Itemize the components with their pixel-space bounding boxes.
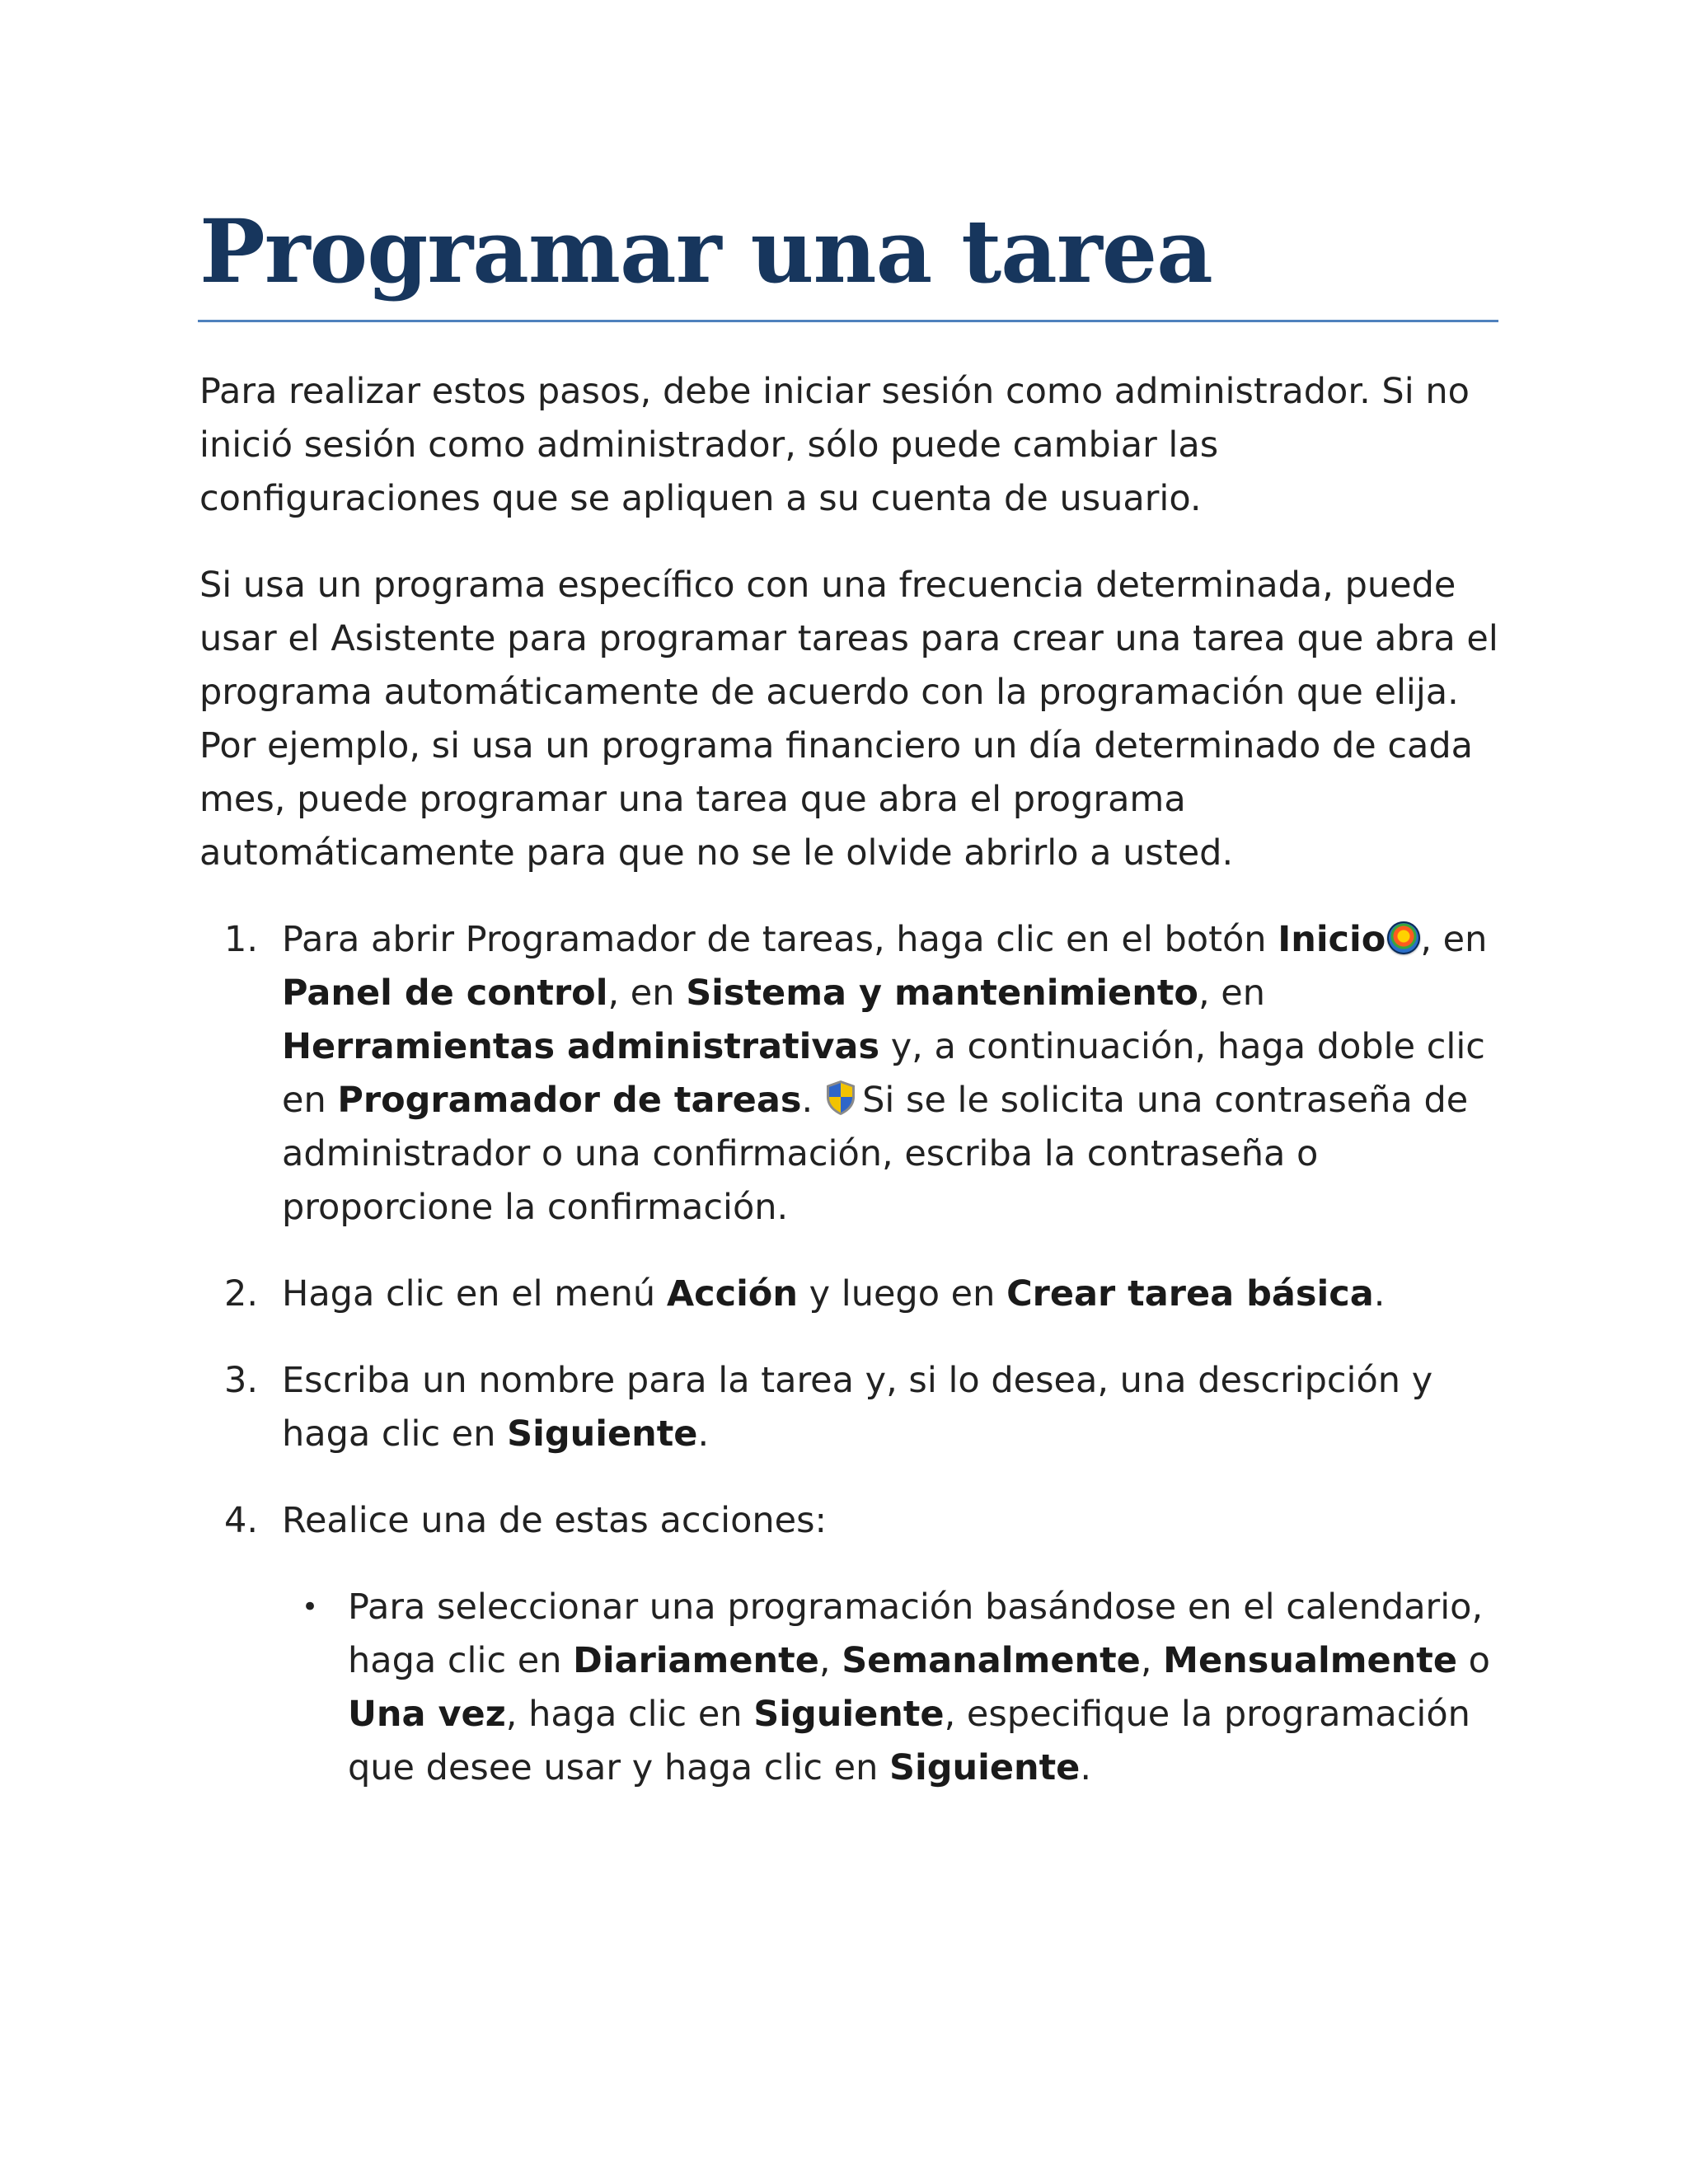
step-3 xyxy=(199,1354,1500,1461)
bold-term-siguiente: Siguiente xyxy=(889,1747,1081,1788)
bullet-text: , xyxy=(818,1640,842,1681)
step-text: Realice una de estas acciones: xyxy=(282,1500,827,1541)
bold-term-programador-de-tareas: Programador de tareas xyxy=(337,1080,802,1121)
bullet-text: , especifique la programación que desee usar y haga clic en xyxy=(348,1694,1470,1788)
step-text: . xyxy=(1373,1273,1386,1315)
intro-paragraph-1: Para realizar estos pasos, debe iniciar sesión como administrador. Si no inició sesión como administrador, sólo puede cambiar las configuraciones que se apliquen a su cuenta de usuario. xyxy=(199,371,1470,519)
list-item xyxy=(282,1581,1500,1795)
page-title: Programar una tarea xyxy=(199,199,1212,302)
document-content xyxy=(199,198,1500,1828)
windows-start-orb-icon xyxy=(1387,921,1420,954)
step-4 xyxy=(199,1494,1500,1795)
bullet-text: , xyxy=(1140,1640,1164,1681)
bullet-icon: • xyxy=(302,1591,319,1624)
bold-term-crear-tarea-basica: Crear tarea básica xyxy=(1006,1273,1374,1315)
step-text: y luego en xyxy=(797,1273,1007,1315)
bullet-text: , haga clic en xyxy=(505,1694,754,1735)
step-number: 1. xyxy=(224,919,259,960)
intro-paragraph-2: Si usa un programa específico con una frecuencia determinada, puede usar el Asistente para programar tareas para crear una tarea que abra el programa automáticamente de acuerdo con la programación que elija. Por ejemplo, si usa un programa financiero un día determinado de cada mes, puede programar una tarea que abra el programa automáticamente para que no se le olvide abrirlo a usted. xyxy=(199,565,1498,874)
bold-term-sistema-y-mantenimiento: Sistema y mantenimiento xyxy=(686,972,1198,1014)
step-text: , en xyxy=(1420,919,1488,960)
step-number: 4. xyxy=(224,1500,259,1541)
steps-list xyxy=(199,913,1500,1795)
step-text: Haga clic en el menú xyxy=(282,1273,667,1315)
bold-term-diariamente: Diariamente xyxy=(573,1640,819,1681)
bullet-text: o xyxy=(1457,1640,1490,1681)
bullet-text: . xyxy=(1080,1747,1092,1788)
step-2 xyxy=(199,1268,1500,1321)
step-1 xyxy=(199,913,1500,1235)
step-number: 3. xyxy=(224,1360,259,1401)
bold-term-una-vez: Una vez xyxy=(348,1694,506,1735)
bold-term-siguiente: Siguiente xyxy=(753,1694,945,1735)
step-text: , en xyxy=(607,972,687,1014)
bullet-text: Para seleccionar una programación basándose en el calendario, haga clic en xyxy=(348,1586,1484,1681)
bold-term-accion: Acción xyxy=(666,1273,798,1315)
bold-term-siguiente: Siguiente xyxy=(507,1413,698,1455)
step-text: y, a continuación, haga doble clic en xyxy=(282,1026,1485,1121)
step-number: 2. xyxy=(224,1273,259,1315)
uac-shield-icon xyxy=(824,1079,857,1117)
bold-term-herramientas-administrativas: Herramientas administrativas xyxy=(282,1026,880,1067)
bold-term-inicio: Inicio xyxy=(1278,919,1386,960)
step-text: Escriba un nombre para la tarea y, si lo desea, una descripción y haga clic en xyxy=(282,1360,1433,1455)
bold-term-panel-de-control: Panel de control xyxy=(282,972,608,1014)
step-text: . xyxy=(697,1413,710,1455)
bold-term-semanalmente: Semanalmente xyxy=(842,1640,1141,1681)
step-text: Si se le solicita una contraseña de administrador o una confirmación, escriba la contraseña o proporcione la confirmación. xyxy=(282,1080,1469,1228)
title-underline-rule xyxy=(198,320,1498,322)
step-text: . xyxy=(801,1080,814,1121)
step-text: , en xyxy=(1198,972,1265,1014)
bold-term-mensualmente: Mensualmente xyxy=(1163,1640,1458,1681)
step-4-options-list xyxy=(282,1581,1500,1795)
step-text: Para abrir Programador de tareas, haga clic en el botón xyxy=(282,919,1278,960)
